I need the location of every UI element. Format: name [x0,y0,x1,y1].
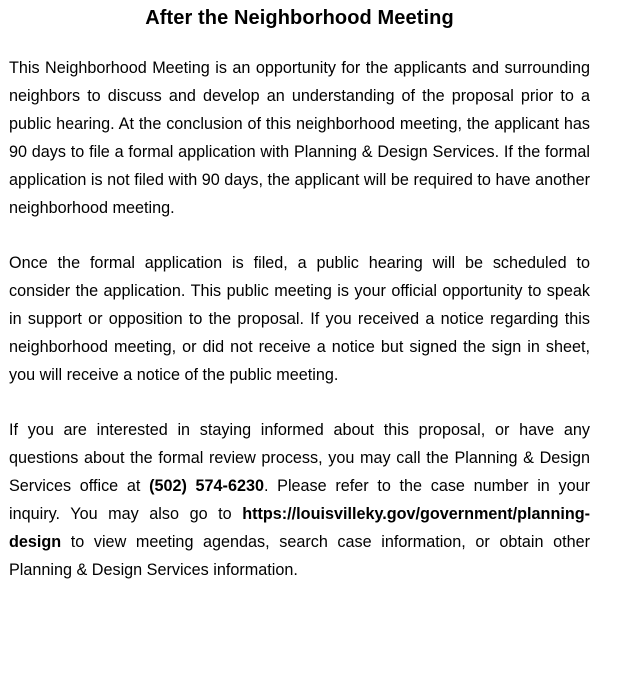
paragraph-after-meeting: This Neighborhood Meeting is an opportunity for the applicants and surrounding neighbors to discuss and develop an understanding of the proposal prior to a public hearing. At the conclusion of this neighborhood meeting, the applicant has 90 days to file a formal application with Planning & Design Services. If the formal application is not filed with 90 days, the applicant will be required to have another neighborhood meeting. [9,59,590,217]
paragraph-public-hearing: Once the formal application is filed, a public hearing will be scheduled to consider the application. This public meeting is your official opportunity to speak in support or opposition to the proposal. If you received a notice regarding this neighborhood meeting, or did not receive a notice but signed the sign in sheet, you will receive a notice of the public meeting. [9,254,590,384]
case-number-text: . Please refer to the case number in your inquiry. You may also go to [9,477,590,523]
contact-intro-text: If you are interested in staying informed about this proposal, or have any questions about the formal review process, you may call the Planning & Design Services office at [9,421,590,495]
website-description-text: to view meeting agendas, search case information, or obtain other Planning & Design Services information. [9,533,590,579]
office-phone-number: (502) 574-6230 [149,477,264,495]
document-page [9,4,590,584]
planning-design-url: https://louisvilleky.gov/government/planning-design [9,505,590,551]
document-title: After the Neighborhood Meeting [145,7,454,29]
paragraph-contact-information [9,416,590,584]
